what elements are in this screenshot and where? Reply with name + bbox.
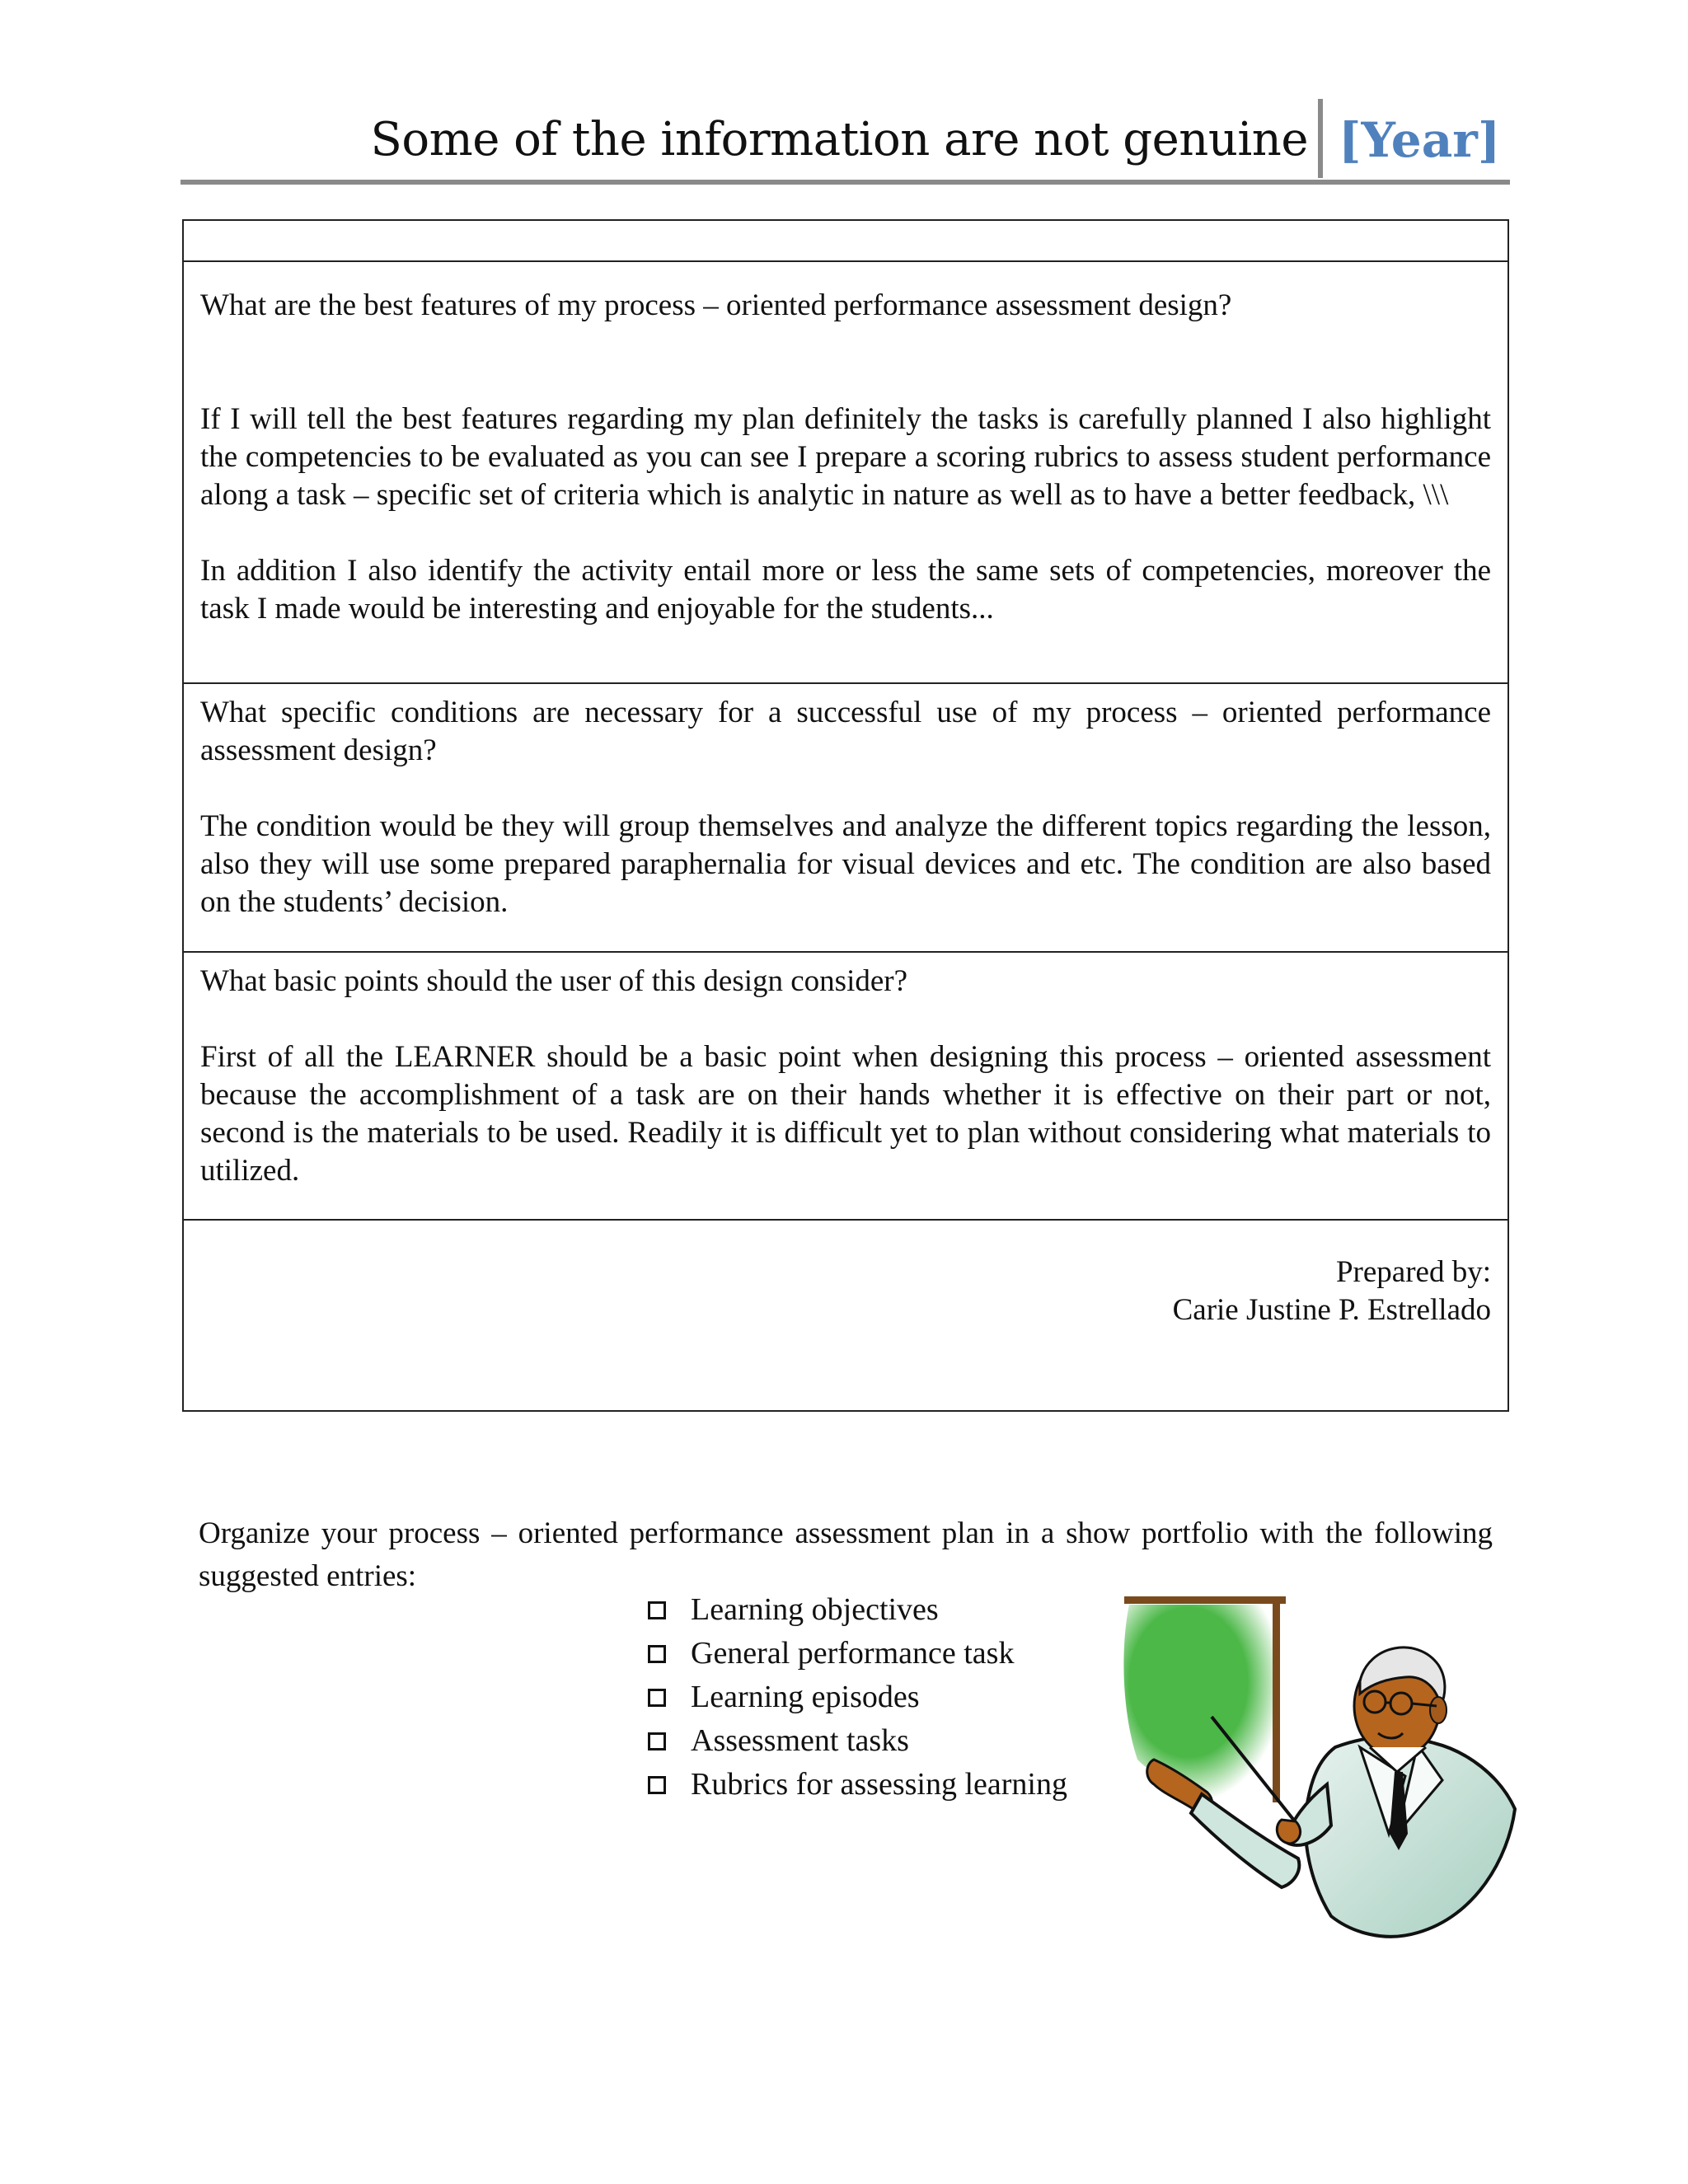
prepared-by-name: Carie Justine P. Estrellado [1172, 1293, 1491, 1327]
checkbox-icon [648, 1601, 666, 1619]
header-year: [Year] [1339, 112, 1501, 168]
question-conditions: What specific conditions are necessary for a successful use of my process – oriented performance assessment design? [200, 696, 1491, 767]
header-divider [1318, 99, 1323, 178]
answer-best-features-2: In addition I also identify the activity entail more or less the same sets of competencies, moreover the task I made would be interesting and enjoyable for the students... [200, 554, 1491, 626]
answer-best-features-1: If I will tell the best features regarding my plan definitely the tasks is carefully planned I also highlight the competencies to be evaluated as you can see I prepare a scoring rubrics to assess student performance along a task – specific set of criteria which is analytic in nature as well as to have a better feedback, \\\ [200, 402, 1491, 512]
header-title: Some of the information are not genuine [370, 113, 1308, 166]
question-basic-points: What basic points should the user of this design consider? [200, 964, 908, 998]
table-empty-row [184, 221, 1507, 260]
list-item [648, 1763, 1067, 1807]
table-row-conditions [184, 682, 1507, 951]
prepared-by-label: Prepared by: [1335, 1255, 1491, 1289]
table-row-best-features [184, 260, 1507, 682]
assessment-reflection-table [182, 219, 1509, 1412]
list-item [648, 1588, 1067, 1632]
checkbox-icon [648, 1732, 666, 1750]
page-header [181, 97, 1510, 185]
teacher-at-board-icon [1113, 1586, 1525, 1949]
checklist-label: General performance task [691, 1636, 1015, 1671]
checklist-label: Rubrics for assessing learning [691, 1767, 1067, 1802]
question-best-features: What are the best features of my process – oriented performance assessment design? [200, 288, 1232, 322]
table-row-signature [184, 1219, 1507, 1410]
list-item [648, 1632, 1067, 1675]
answer-basic-points: First of all the LEARNER should be a basic point when designing this process – oriented assessment because the accomplishment of a task are on their hands whether it is effective on their part or not, second is the materials to be used. Readily it is difficult yet to plan without considering what materials to utilized. [200, 1040, 1491, 1188]
checkbox-icon [648, 1776, 666, 1794]
list-item [648, 1675, 1067, 1719]
checkbox-icon [648, 1645, 666, 1663]
checklist-label: Learning episodes [691, 1680, 920, 1714]
portfolio-instruction: Organize your process – oriented performance assessment plan in a show portfolio with the following suggested entries: [199, 1516, 1493, 1593]
portfolio-entries-checklist [648, 1588, 1067, 1807]
table-row-basic-points [184, 951, 1507, 1219]
answer-conditions: The condition would be they will group themselves and analyze the different topics regarding the lesson, also they will use some prepared paraphernalia for visual devices and etc. The condition are also based on the students’ decision. [200, 809, 1491, 919]
checklist-label: Assessment tasks [691, 1723, 909, 1758]
checkbox-icon [648, 1689, 666, 1707]
checklist-label: Learning objectives [691, 1592, 939, 1627]
list-item [648, 1719, 1067, 1763]
